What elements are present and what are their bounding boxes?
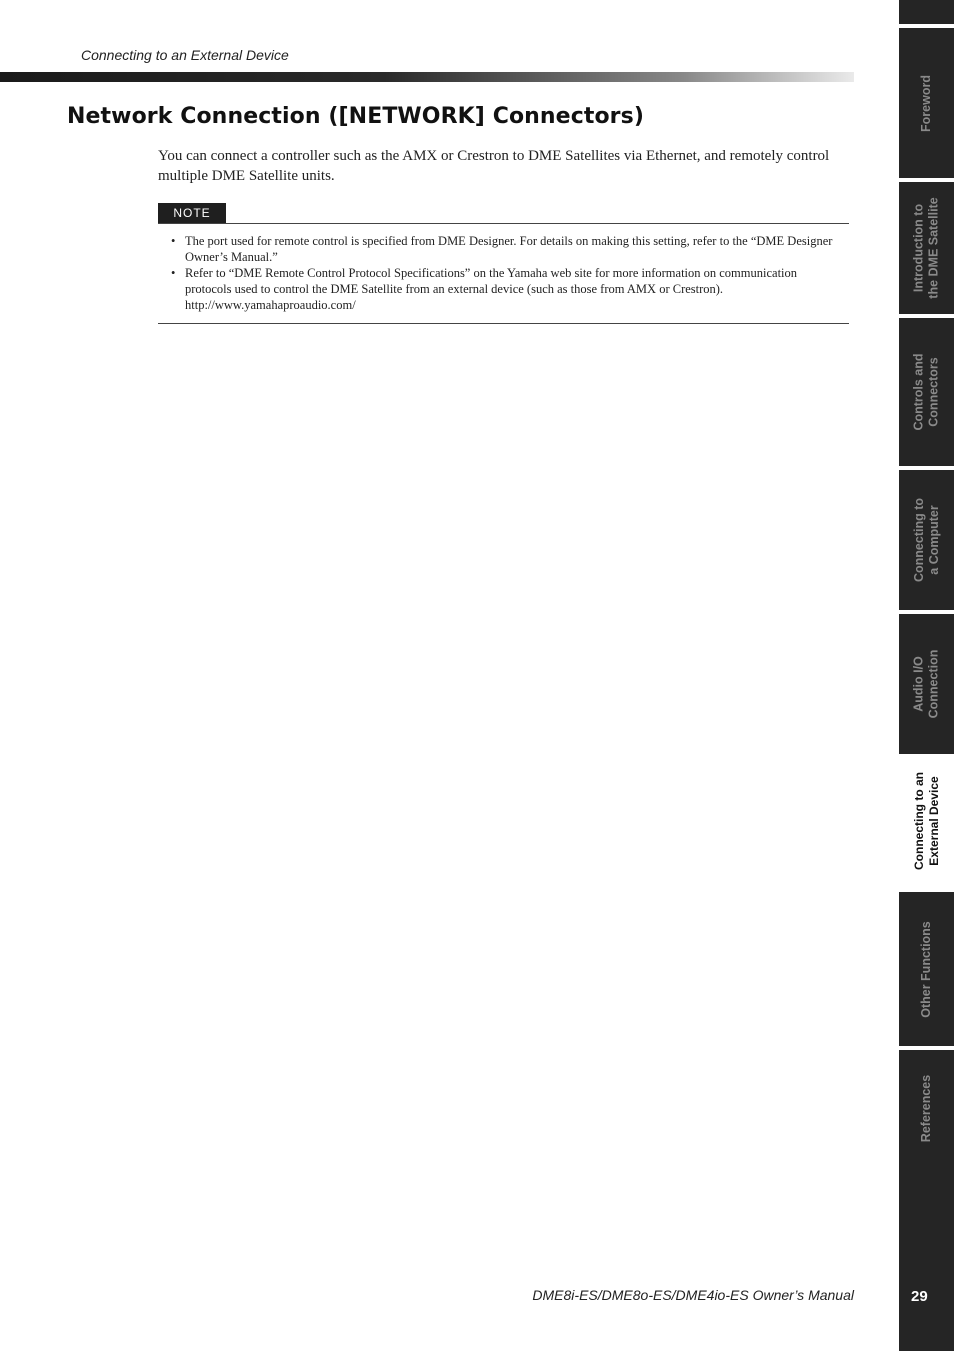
- side-tab-label: Controls and Connectors: [911, 353, 941, 431]
- note-item: [171, 265, 839, 313]
- side-tab-label: References: [919, 1074, 933, 1142]
- bullet-icon: •: [171, 266, 176, 280]
- side-tab-audio-io[interactable]: [899, 614, 954, 754]
- page-number-box: [899, 1274, 954, 1351]
- side-tab-foreword[interactable]: [899, 28, 954, 178]
- side-tab-label: Connecting to an External Device: [911, 772, 941, 870]
- side-tab-label: Introduction to the DME Satellite: [911, 197, 941, 299]
- side-tab-label: Other Functions: [919, 920, 933, 1018]
- note-divider-bottom: [158, 323, 849, 324]
- side-tab-introduction[interactable]: [899, 182, 954, 314]
- intro-paragraph: You can connect a controller such as the AMX or Crestron to DME Satellites via Ethernet, and remotely control multiple DME Satellite units.: [158, 148, 830, 184]
- side-tab-controls[interactable]: [899, 318, 954, 466]
- note-divider-top: [158, 223, 849, 224]
- page-title: Network Connection ([NETWORK] Connectors): [67, 104, 644, 129]
- footer-manual-title: DME8i-ES/DME8o-ES/DME4io-ES Owner’s Manual: [532, 1287, 854, 1303]
- bullet-icon: •: [171, 234, 176, 248]
- side-tab-external-device[interactable]: [899, 754, 954, 888]
- side-tab-label: Foreword: [919, 74, 934, 132]
- side-tab-spacer: [899, 0, 954, 24]
- side-tab-other-functions[interactable]: [899, 892, 954, 1046]
- note-list: [171, 233, 839, 313]
- side-tab-bar: [899, 0, 954, 1351]
- note-item-text: The port used for remote control is specified from DME Designer. For details on making this setting, refer to the “DME Designer Owner’s Manual.”: [185, 234, 833, 264]
- note-badge: NOTE: [158, 203, 226, 224]
- side-tab-label: Connecting to a Computer: [911, 497, 941, 583]
- page-number: 29: [911, 1288, 928, 1305]
- side-tab-references[interactable]: [899, 1050, 954, 1274]
- running-header: Connecting to an External Device: [81, 47, 289, 63]
- header-gradient-bar: [0, 72, 854, 82]
- note-item: [171, 233, 839, 265]
- side-tab-label: Audio I/O Connection: [911, 649, 941, 719]
- note-item-text: Refer to “DME Remote Control Protocol Specifications” on the Yamaha web site for more information on communication protocols used to control the DME Satellite from an external device (such as those from AMX or Crestron). http://www.yamahaproaudio.com/: [185, 266, 798, 312]
- side-tab-computer[interactable]: [899, 470, 954, 610]
